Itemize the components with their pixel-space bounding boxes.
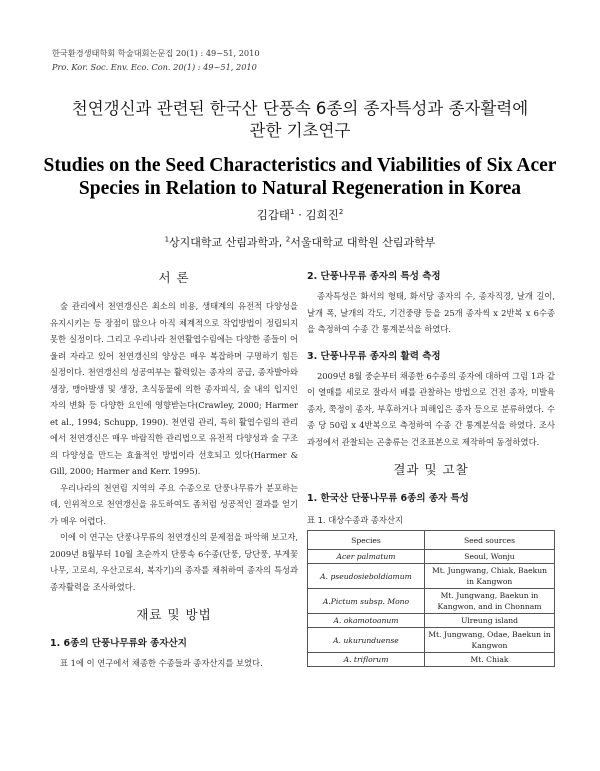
affiliation-2-marker: 2: [285, 235, 291, 244]
title-korean-line1: 천연갱신과 관련된 한국산 단풍속 6종의 종자특성과 종자활력에: [71, 99, 529, 118]
intro-paragraph-1: 숲 관리에서 천연갱신은 최소의 비용, 생태계의 유전적 다양성을 유지시키는 등 장점이 많으나 아직 체계적으로 작업방법이 정립되지 못한 실정이다. 그리고 우리나라 천연활엽수림에는 다양한 종들이 어울려 자라고 있어 천연갱신의 양상은 매우 복잡하며 구명하기 힘든 실정이다. 천연갱신의 성공여부는 활력있는 종자의 공급, 종자발아와 생장, 맹아발생 및 생장, 초식동물에 의한 종자피식, 숲 내의 입지인자의 변화 등 다양한 요인에 영향받는다(Crawley, 2000; Harmer et al., 1994; Schupp, 1990). 천연림 관리, 특히 활엽수림의 관리에서 천연갱신은 매우 바람직한 관리법으로 유전적 다양성과 숲 구조의 다양성을 만드는 효율적인 방법이라 선호되고 있다(Harmer & Gill, 2000; Harmer and Kerr. 1995).: [50, 301, 298, 476]
methods-subsection-1-title: 1. 6종의 단풍나무류와 종자산지: [50, 638, 187, 649]
author-1: 김갑태: [256, 208, 291, 222]
intro-paragraph-3: 이에 이 연구는 단풍나무류의 천연갱신의 문제점을 파악해 보고자, 2009년 8월부터 10월 초순까지 단풍속 6수종(단풍, 당단풍, 부게꽃나무, 고로쇠, 우산고로쇠, 복자기)의 종자를 채취하여 종자의 특성과 종자활력을 조사하였다.: [50, 532, 298, 592]
table-header-seed-sources: Seed sources: [425, 531, 555, 550]
table-row: [308, 589, 555, 614]
table-row: [308, 653, 555, 667]
species-table: [307, 530, 555, 667]
affiliation-2: 서울대학교 대학원 산림과학부: [290, 236, 436, 249]
table-row: [308, 628, 555, 653]
table-row: [308, 564, 555, 589]
table-cell-source: Ulreung island: [425, 614, 555, 628]
table-cell-species: A. ukurunduense: [308, 628, 425, 653]
affiliation-1: 상지대학교 산림과학과,: [169, 236, 286, 249]
table-1-caption: 표 1. 대상수종과 종자산지: [307, 515, 403, 525]
methods-subsection-3-title: 3. 단풍나무류 종자의 활력 측정: [307, 350, 441, 362]
table-cell-species: A.Pictum subsp. Mono: [308, 589, 425, 614]
author-1-marker: 1: [290, 208, 295, 217]
results-subsection-1-title: 1. 한국산 단풍나무류 6종의 종자 특성: [307, 493, 469, 504]
table-row: [308, 550, 555, 564]
affiliation-1-marker: 1: [164, 235, 170, 244]
table-row: [308, 614, 555, 628]
title-korean: [40, 98, 560, 142]
table-cell-species: Acer palmatum: [308, 550, 425, 564]
section-results-title: 결과 및 고찰: [393, 462, 469, 477]
title-english: [30, 154, 570, 200]
affiliations: [0, 234, 600, 250]
title-korean-line2: 관한 기초연구: [249, 121, 351, 140]
table-cell-source: Mt. Chiak: [425, 653, 555, 667]
table-header-row: [308, 531, 555, 550]
author-separator: ·: [294, 208, 306, 222]
table-cell-species: A. pseudosieboldiamum: [308, 564, 425, 589]
table-cell-source: Seoul, Wonju: [425, 550, 555, 564]
methods-subsection-2-title: 2. 단풍나무류 종자의 특성 측정: [307, 271, 441, 282]
journal-citation-english: Pro. Kor. Soc. Env. Eco. Con. 20(1) : 49~51, 2010: [52, 62, 257, 72]
section-introduction-title: 서 론: [158, 270, 190, 285]
author-2-marker: 2: [338, 208, 344, 217]
intro-paragraph-2: 우리나라의 천연림 지역의 주요 수종으로 단풍나무류가 분포하는데, 인위적으로 천연갱신을 유도하여도 좀처럼 성공적인 결과를 얻기가 매우 어렵다.: [50, 482, 298, 526]
table-cell-species: A. triflorum: [308, 653, 425, 667]
table-cell-source: Mt. Jungwang, Odae, Baekun in Kangwon: [425, 628, 555, 653]
left-column: [50, 268, 298, 672]
journal-citation-korean: 한국환경생태학회 학술대회논문집 20(1) : 49~51, 2010: [52, 48, 260, 58]
table-cell-source: Mt. Jungwang, Baekun in Kangwon, and in Chonnam: [425, 589, 555, 614]
section-methods-title: 재료 및 방법: [136, 607, 212, 622]
table-cell-species: A. okamotoanum: [308, 614, 425, 628]
table-cell-source: Mt. Jungwang, Chiak, Baekun in Kangwon: [425, 564, 555, 589]
table-header-species: Species: [308, 531, 425, 550]
title-english-line1: Studies on the Seed Characteristics and Viabilities of Six Acer: [43, 155, 557, 176]
author-list: [0, 207, 600, 223]
right-column: [307, 268, 555, 667]
methods-subsection-1-text: 표 1에 이 연구에서 채종한 수종들과 종자산지를 보였다.: [60, 658, 263, 668]
journal-header: [52, 46, 260, 74]
methods-subsection-2-text: 종자특성은 화서의 형태, 화서당 종자의 수, 종자직경, 날개 길이, 날개 폭, 날개의 각도, 기건중량 등을 25개 종자씩 x 2반복 x 6수종을 측정하여 수종 간 통계분석을 하였다.: [307, 291, 555, 334]
methods-subsection-3-text: 2009년 8월 중순부터 채종한 6수종의 종자에 대하여 그림 1과 같이 열매를 세로로 잘라서 배를 관찰하는 방법으로 건전 종자, 미발육 종자, 쭉정이 종자, 부후하거나 피해입은 종자 등으로 분류하였다. 수종 당 50립 x 4반복으로 측정하여 수종 간 통계분석을 하였다. 조사과정에서 관찰되는 곤충류는 건조표본으로 제작하여 동정하였다.: [307, 370, 555, 447]
title-english-line2: Species in Relation to Natural Regeneration in Korea: [78, 178, 522, 199]
author-2: 김희진: [305, 208, 339, 222]
